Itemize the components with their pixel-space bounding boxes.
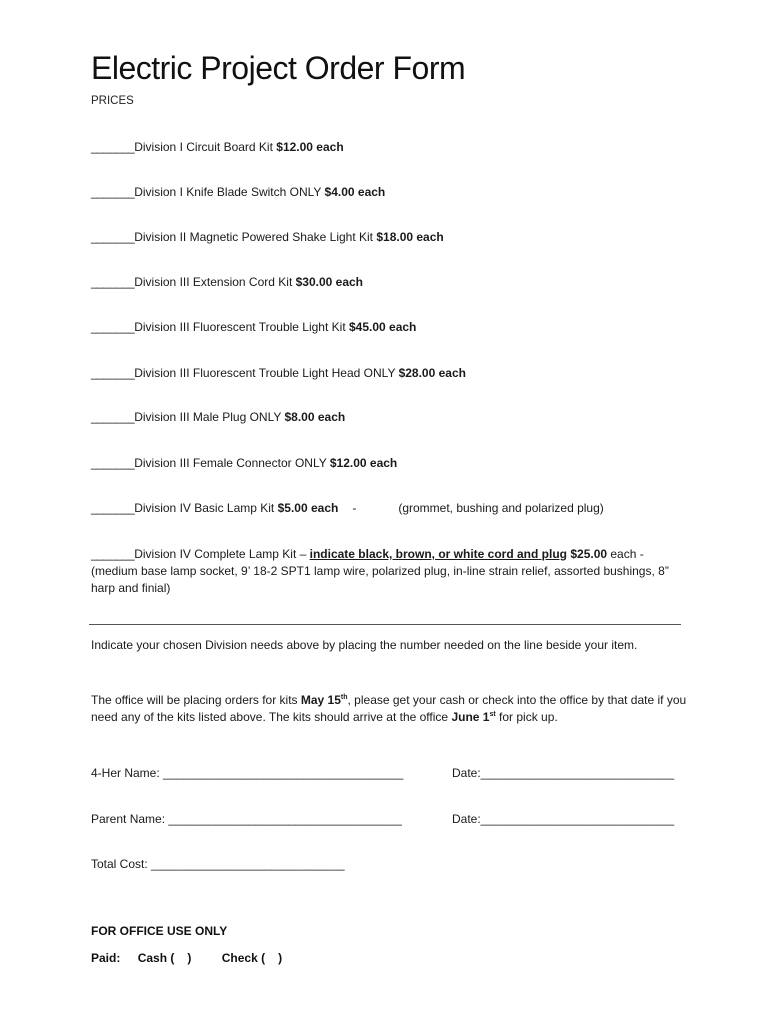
her-name-field[interactable]: 4-Her Name: ____________________________________ (91, 766, 404, 780)
item-emphasis: indicate black, brown, or white cord and plug (309, 547, 567, 561)
item-note: (grommet, bushing and polarized plug) (398, 501, 604, 515)
item-details: (medium base lamp socket, 9’ 18-2 SPT1 lamp wire, polarized plug, in-line strain relief, assorted bushings, 8” harp and finial) (91, 564, 669, 595)
item-label: Division III Female Connector ONLY (134, 456, 330, 470)
item-label: Division I Knife Blade Switch ONLY (134, 185, 325, 199)
office-notice (91, 692, 691, 726)
quantity-blank[interactable]: _______ (91, 410, 135, 424)
quantity-blank[interactable]: _______ (91, 230, 135, 244)
office-use-heading: FOR OFFICE USE ONLY (91, 924, 228, 938)
total-cost-field[interactable]: Total Cost: _____________________________ (91, 857, 345, 871)
quantity-blank[interactable]: _______ (91, 320, 135, 334)
notice-text: The office will be placing orders for kits (91, 693, 301, 707)
quantity-blank[interactable]: _______ (91, 501, 135, 515)
order-item-line[interactable] (91, 185, 385, 199)
order-date: May 15th (300, 693, 348, 707)
item-label: Division II Magnetic Powered Shake Light Kit (134, 230, 377, 244)
order-item-line[interactable] (91, 366, 466, 380)
item-price: $25.00 (570, 547, 608, 561)
item-price: $12.00 each (276, 140, 344, 154)
item-separator: - (352, 501, 357, 515)
quantity-blank[interactable]: _______ (91, 366, 135, 380)
cash-checkbox[interactable]: Cash ( ) (137, 951, 192, 965)
parent-name-field[interactable]: Parent Name: ___________________________________ (91, 812, 402, 826)
item-price: $8.00 each (284, 410, 346, 424)
order-item-line[interactable] (91, 140, 344, 154)
item-price: $45.00 each (348, 320, 417, 334)
item-label: Division III Male Plug ONLY (134, 410, 285, 424)
item-label: Division III Fluorescent Trouble Light Head ONLY (134, 366, 399, 380)
order-item-line[interactable] (91, 230, 444, 244)
quantity-blank[interactable]: _______ (91, 185, 135, 199)
payment-row (91, 951, 282, 965)
item-label: Division III Extension Cord Kit (134, 275, 296, 289)
quantity-blank[interactable]: _______ (91, 547, 135, 561)
order-item-line[interactable] (91, 501, 604, 515)
item-price: $4.00 each (324, 185, 386, 199)
item-label: Division IV Complete Lamp Kit – (134, 547, 310, 561)
item-price: $18.00 each (376, 230, 444, 244)
item-price: $12.00 each (329, 456, 398, 470)
item-price: $28.00 each (398, 366, 466, 380)
quantity-blank[interactable]: _______ (91, 140, 135, 154)
item-label: Division III Fluorescent Trouble Light Kit (134, 320, 349, 334)
order-item-line[interactable] (91, 456, 397, 470)
item-label: Division IV Basic Lamp Kit (134, 501, 278, 515)
notice-text: for pick up. (495, 710, 558, 724)
paid-label: Paid: (91, 951, 121, 965)
page-title: Electric Project Order Form (91, 50, 466, 86)
order-item-line[interactable] (91, 320, 416, 334)
order-item-complete-lamp[interactable] (91, 546, 681, 597)
quantity-blank[interactable]: _______ (91, 275, 135, 289)
notice-text: , please get your cash or check into the office by that date if you need any of the kits listed above. The kits should arrive at the office (91, 693, 687, 724)
date-field[interactable]: Date:_____________________________ (452, 812, 675, 826)
quantity-blank[interactable]: _______ (91, 456, 135, 470)
date-field[interactable]: Date:_____________________________ (452, 766, 675, 780)
item-suffix: each - (607, 547, 644, 561)
order-item-line[interactable] (91, 275, 363, 289)
instruction-text: Indicate your chosen Division needs above by placing the number needed on the line beside your item. (91, 638, 638, 652)
order-item-line[interactable] (91, 410, 345, 424)
prices-heading: PRICES (91, 95, 134, 107)
item-price: $30.00 each (295, 275, 364, 289)
arrival-date: June 1st (451, 710, 496, 724)
check-checkbox[interactable]: Check ( ) (221, 951, 283, 965)
item-price: $5.00 each (277, 501, 339, 515)
item-label: Division I Circuit Board Kit (134, 140, 277, 154)
section-divider (89, 624, 681, 625)
